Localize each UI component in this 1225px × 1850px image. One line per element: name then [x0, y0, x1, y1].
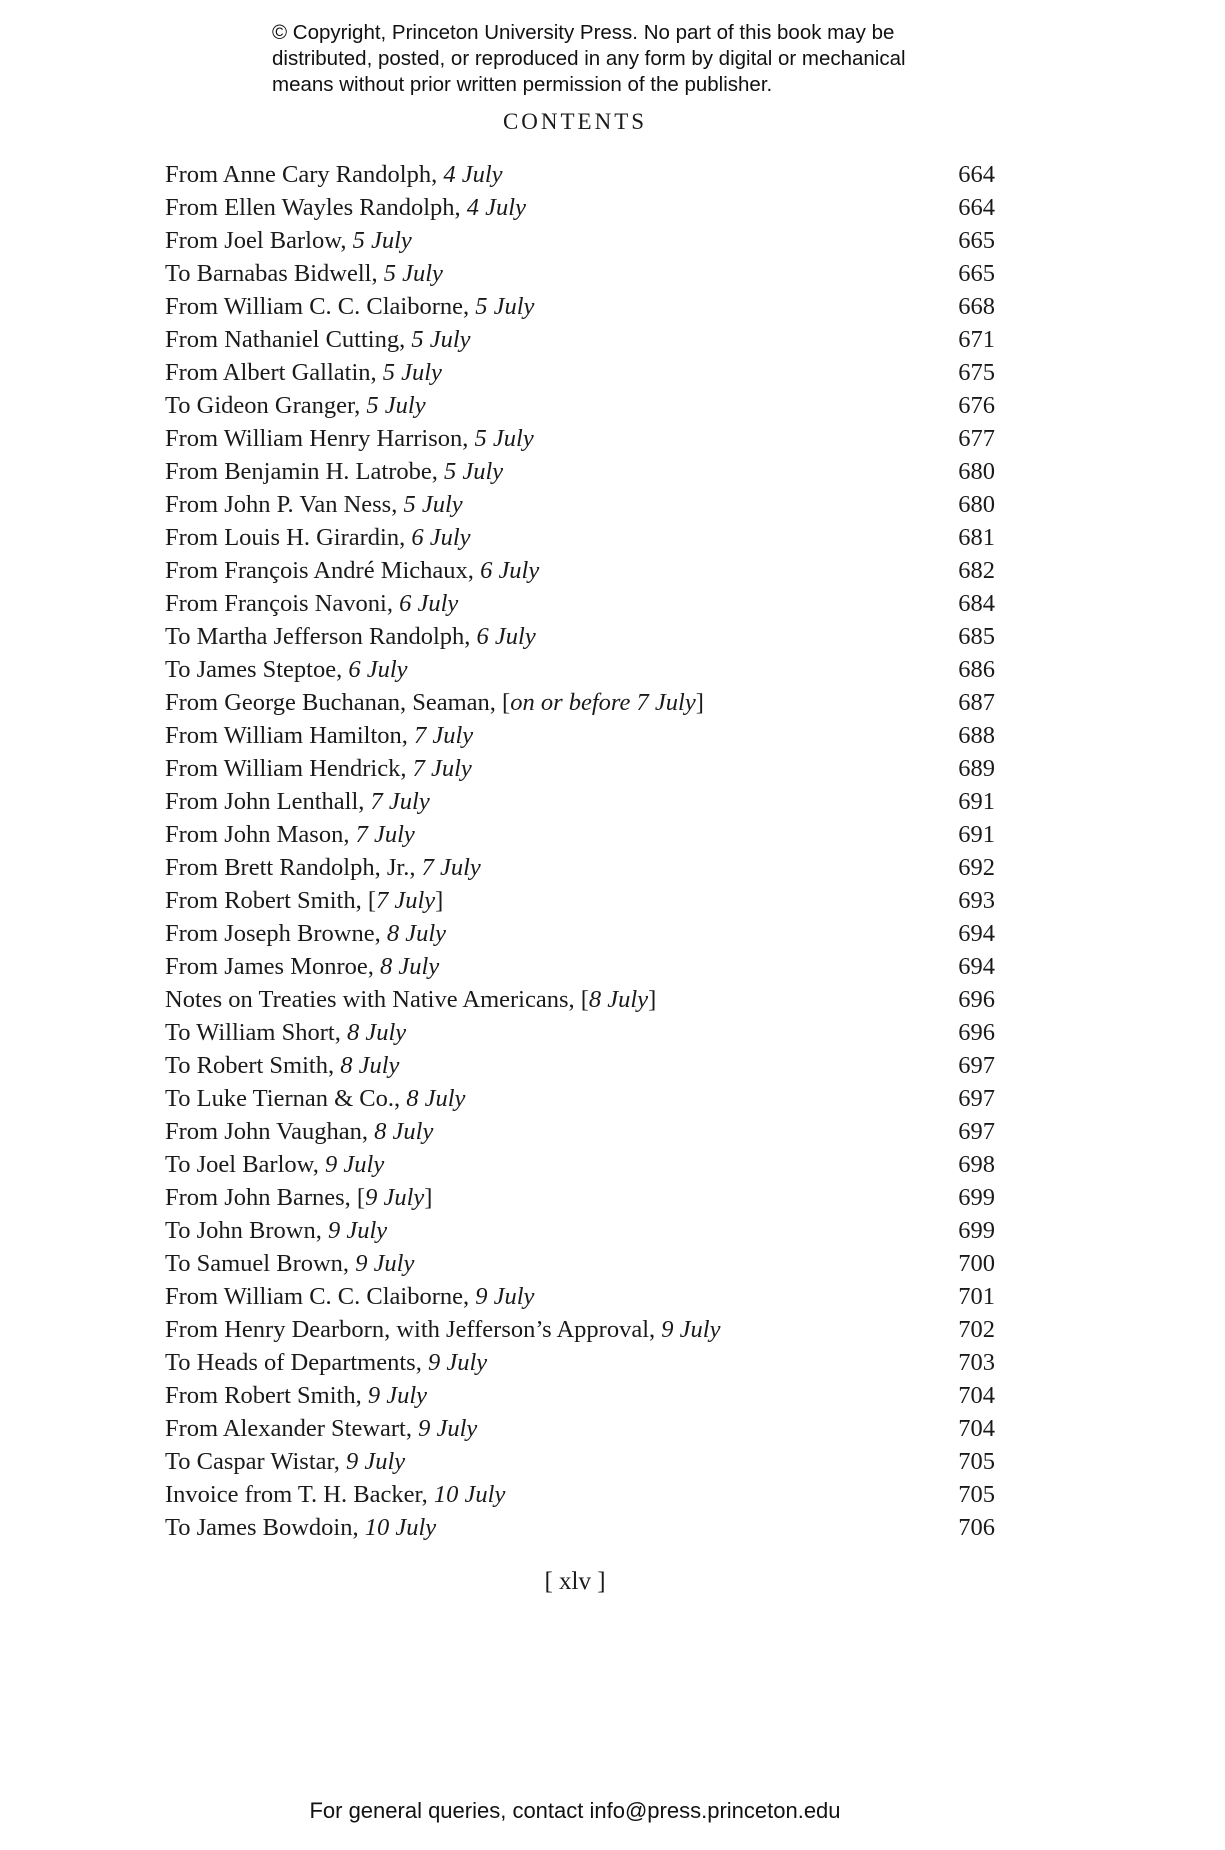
toc-entry-title: [165, 1214, 387, 1247]
toc-entry: [165, 1115, 995, 1148]
toc-entry-title: [165, 521, 471, 554]
toc-entry-title: [165, 1478, 505, 1511]
toc-entry: [165, 191, 995, 224]
toc-entry: [165, 1445, 995, 1478]
toc-entry: [165, 1379, 995, 1412]
toc-entry: [165, 455, 995, 488]
toc-entry-date: 5 July: [383, 260, 443, 287]
copyright-line: © Copyright, Princeton University Press. No part of this book may be: [272, 21, 895, 44]
toc-entry-text: From John Lenthall,: [165, 788, 371, 815]
toc-entry-page: 694: [958, 920, 995, 947]
toc-entry-page: 689: [958, 755, 995, 782]
toc-entry-suffix: ]: [695, 689, 704, 716]
toc-entry: [165, 983, 995, 1016]
toc-entry-title: [165, 719, 473, 752]
toc-entry-text: To Barnabas Bidwell,: [165, 260, 384, 287]
toc-entry-date: 5 July: [475, 293, 535, 320]
toc-entry-date: 5 July: [382, 359, 442, 386]
toc-entry: [165, 818, 995, 851]
toc-entry-page: 696: [958, 1019, 995, 1046]
toc-entry-text: From Robert Smith,: [165, 1382, 368, 1409]
toc-entry-title: [165, 389, 426, 422]
toc-entry-title: [165, 191, 526, 224]
toc-entry-date: 8 July: [406, 1085, 466, 1112]
toc-entry-date: 9 July: [418, 1415, 478, 1442]
toc-entry-date: 7 July: [414, 722, 474, 749]
toc-entry-date: 9 July: [327, 1217, 388, 1244]
toc-entry-text: From Anne Cary Randolph,: [165, 161, 444, 188]
toc-entry-page: 703: [958, 1349, 995, 1376]
toc-entry-text: From Joseph Browne,: [165, 920, 387, 947]
toc-entry-text: From Henry Dearborn, with Jefferson’s Approval,: [165, 1316, 662, 1343]
toc-entry: [165, 257, 995, 290]
toc-entry-text: To James Steptoe,: [165, 656, 349, 683]
toc-entry-title: [165, 587, 458, 620]
toc-entry-title: [165, 818, 415, 851]
toc-entry-page: 706: [958, 1514, 995, 1541]
toc-entry-date: 7 July: [370, 788, 430, 815]
toc-entry-text: From Joel Barlow,: [165, 227, 353, 254]
toc-entry-date: 6 July: [348, 656, 408, 683]
toc-entry-date: 5 July: [403, 491, 463, 518]
toc-entry-title: [165, 851, 481, 884]
toc-entry-title: [165, 1115, 433, 1148]
toc-entry-text: From William Hendrick,: [165, 755, 413, 782]
copyright-notice: [272, 20, 992, 98]
footer-contact: For general queries, contact info@press.princeton.edu: [309, 1798, 841, 1823]
toc-entry: [165, 1478, 995, 1511]
toc-entry-text: Invoice from T. H. Backer,: [165, 1481, 434, 1508]
toc-entry-date: 5 July: [366, 392, 426, 419]
toc-entry-page: 704: [958, 1382, 995, 1409]
toc-entry-suffix: ]: [648, 986, 657, 1013]
page-number: [ xlv ]: [544, 1568, 606, 1595]
toc-entry-date: 9 July: [345, 1448, 406, 1475]
toc-entry-page: 680: [958, 458, 995, 485]
toc-entry-page: 680: [958, 491, 995, 518]
toc-entry: [165, 917, 995, 950]
toc-entry-date: 5 July: [474, 425, 534, 452]
toc-entry-date: 7 July: [412, 755, 472, 782]
toc-entry-page: 702: [958, 1316, 995, 1343]
toc-entry-text: To Heads of Departments,: [165, 1349, 428, 1376]
toc-entry-text: From Brett Randolph, Jr.,: [165, 854, 422, 881]
toc-entry-text: To Joel Barlow,: [165, 1151, 326, 1178]
toc-entry: [165, 554, 995, 587]
toc-entry-title: [165, 653, 408, 686]
toc-entry-page: 665: [958, 227, 995, 254]
toc-entry-date: on or before 7 July: [510, 689, 696, 716]
toc-entry-page: 687: [958, 689, 995, 716]
toc-entry-page: 691: [958, 788, 995, 815]
toc-entry: [165, 752, 995, 785]
toc-entry: [165, 1181, 995, 1214]
toc-entry-page: 668: [958, 293, 995, 320]
toc-entry-page: 665: [958, 260, 995, 287]
toc-entry-title: [165, 290, 534, 323]
toc-entry: [165, 1082, 995, 1115]
toc-entry-text: From Ellen Wayles Randolph,: [165, 194, 467, 221]
toc-entry: [165, 785, 995, 818]
toc-entry-page: 664: [958, 194, 995, 221]
toc-entry-page: 684: [958, 590, 995, 617]
toc-entry-title: [165, 785, 430, 818]
toc-entry-title: [165, 686, 704, 719]
toc-entry-text: From François André Michaux,: [165, 557, 481, 584]
toc-entry-date: 9 July: [365, 1184, 425, 1211]
toc-entry-date: 4 July: [466, 194, 526, 221]
toc-entry-title: [165, 554, 539, 587]
toc-entry-page: 675: [958, 359, 995, 386]
toc-entry: [165, 1214, 995, 1247]
toc-entry: [165, 587, 995, 620]
toc-entry-page: 681: [958, 524, 995, 551]
toc-entry-page: 705: [958, 1448, 995, 1475]
toc-entry-text: From Nathaniel Cutting,: [165, 326, 412, 353]
toc-entry-date: 6 July: [480, 557, 540, 584]
toc-entry-text: To Gideon Granger,: [165, 392, 367, 419]
toc-entry-date: 6 July: [476, 623, 536, 650]
toc-entry-text: To Martha Jefferson Randolph,: [165, 623, 477, 650]
toc-entry-text: From Louis H. Girardin,: [165, 524, 412, 551]
toc-entry: [165, 356, 995, 389]
toc-entry: [165, 950, 995, 983]
toc-entry: [165, 620, 995, 653]
toc-entry-date: 8 July: [346, 1019, 407, 1046]
toc-entry-page: 701: [958, 1283, 995, 1310]
toc-entry: [165, 290, 995, 323]
toc-entry-page: 705: [958, 1481, 995, 1508]
toc-entry-date: 5 July: [443, 458, 504, 485]
toc-entry-title: [165, 620, 536, 653]
toc-entry-page: 704: [958, 1415, 995, 1442]
toc-entry-page: 671: [958, 326, 995, 353]
toc-entry-date: 5 July: [411, 326, 471, 353]
toc-entry-text: Notes on Treaties with Native Americans, [: [165, 986, 589, 1013]
toc-entry-title: [165, 488, 463, 521]
toc-entry-text: From William Hamilton,: [165, 722, 414, 749]
toc-entry-title: [165, 1049, 399, 1082]
toc-entry-date: 9 July: [475, 1283, 535, 1310]
toc-entry-text: From John P. Van Ness,: [165, 491, 404, 518]
toc-entry: [165, 686, 995, 719]
toc-entry: [165, 1016, 995, 1049]
toc-entry-title: [165, 1412, 477, 1445]
toc-entry-text: From William C. C. Claiborne,: [165, 293, 476, 320]
toc-entry-title: [165, 1181, 432, 1214]
toc-entry-page: 700: [958, 1250, 995, 1277]
toc-entry-title: [165, 224, 412, 257]
toc-entry-date: 9 July: [355, 1250, 415, 1277]
toc-entry-text: From George Buchanan, Seaman, [: [165, 689, 511, 716]
toc-entry-date: 10 July: [364, 1514, 437, 1541]
toc-entry-page: 697: [958, 1052, 995, 1079]
toc-entry: [165, 719, 995, 752]
toc-entry-title: [165, 1082, 465, 1115]
toc-entry-title: [165, 323, 471, 356]
toc-entry-date: 5 July: [352, 227, 412, 254]
toc-entry-text: From William C. C. Claiborne,: [165, 1283, 476, 1310]
toc-entry-page: 694: [958, 953, 995, 980]
copyright-line: means without prior written permission of the publisher.: [272, 73, 773, 96]
toc-entry: [165, 1346, 995, 1379]
toc-entry-title: [165, 1247, 414, 1280]
toc-entry-date: 8 July: [380, 953, 440, 980]
toc-entry-text: From John Vaughan,: [165, 1118, 375, 1145]
toc-entry-date: 8 July: [386, 920, 447, 947]
toc-entry-text: From Robert Smith, [: [165, 887, 376, 914]
toc-entry-title: [165, 158, 503, 191]
toc-entry: [165, 1511, 995, 1544]
copyright-line: distributed, posted, or reproduced in any form by digital or mechanical: [272, 47, 906, 70]
toc-entry-title: [165, 950, 439, 983]
toc-entry-date: 7 July: [375, 887, 436, 914]
toc-entry-text: From François Navoni,: [165, 590, 400, 617]
toc-entry: [165, 1247, 995, 1280]
toc-entry-page: 699: [958, 1217, 995, 1244]
toc-entry-date: 9 July: [427, 1349, 488, 1376]
toc-entry-page: 688: [958, 722, 995, 749]
toc-entry-text: From Albert Gallatin,: [165, 359, 383, 386]
toc-entry-date: 8 July: [340, 1052, 400, 1079]
toc-entry: [165, 158, 995, 191]
toc-entry-text: From John Barnes, [: [165, 1184, 366, 1211]
toc-entry-page: 664: [958, 161, 995, 188]
toc-entry-title: [165, 1379, 427, 1412]
toc-entry-text: To John Brown,: [165, 1217, 328, 1244]
toc-entry-date: 9 July: [325, 1151, 385, 1178]
toc-entry-page: 696: [958, 986, 995, 1013]
toc-entry-text: To William Short,: [165, 1019, 347, 1046]
toc-entry-page: 698: [958, 1151, 995, 1178]
toc-entry-page: 676: [958, 392, 995, 419]
toc-entry-date: 7 July: [421, 854, 481, 881]
toc-entry-title: [165, 1016, 406, 1049]
toc-entry: [165, 1280, 995, 1313]
toc-entry-text: To James Bowdoin,: [165, 1514, 365, 1541]
toc-entry-page: 693: [958, 887, 995, 914]
toc-entry-title: [165, 1511, 436, 1544]
toc-entry-date: 6 July: [411, 524, 471, 551]
toc-entry-title: [165, 917, 446, 950]
toc-entry-title: [165, 884, 443, 917]
toc-entry-page: 682: [958, 557, 995, 584]
toc-entry: [165, 422, 995, 455]
toc-entry: [165, 653, 995, 686]
toc-entry-text: From William Henry Harrison,: [165, 425, 475, 452]
toc-entry-page: 692: [958, 854, 995, 881]
toc-entry-text: From John Mason,: [165, 821, 356, 848]
toc-entry-title: [165, 983, 656, 1016]
toc-entry-page: 691: [958, 821, 995, 848]
toc-entry-title: [165, 356, 442, 389]
toc-entry-title: [165, 1445, 405, 1478]
toc-entry-title: [165, 422, 534, 455]
toc-entry-page: 699: [958, 1184, 995, 1211]
toc-entry-text: From Benjamin H. Latrobe,: [165, 458, 444, 485]
toc-entry-date: 10 July: [433, 1481, 506, 1508]
toc-entry: [165, 224, 995, 257]
toc-entry-date: 9 July: [367, 1382, 428, 1409]
toc-entry-page: 697: [958, 1118, 995, 1145]
toc-entry-page: 677: [958, 425, 995, 452]
toc-entry-title: [165, 455, 503, 488]
toc-entry-page: 697: [958, 1085, 995, 1112]
toc-entry-title: [165, 257, 443, 290]
toc-entry-date: 4 July: [443, 161, 503, 188]
toc-entry: [165, 1049, 995, 1082]
toc-entry-text: From James Monroe,: [165, 953, 381, 980]
page-title: CONTENTS: [502, 109, 648, 134]
toc-entry-text: To Luke Tiernan & Co.,: [165, 1085, 407, 1112]
toc-entry: [165, 323, 995, 356]
toc-entry-date: 6 July: [399, 590, 459, 617]
toc-entry-date: 8 July: [374, 1118, 434, 1145]
table-of-contents: [165, 158, 995, 1544]
toc-entry-suffix: ]: [435, 887, 444, 914]
toc-entry-title: [165, 1346, 487, 1379]
toc-entry: [165, 851, 995, 884]
toc-entry-text: To Robert Smith,: [165, 1052, 341, 1079]
toc-entry-title: [165, 1148, 384, 1181]
toc-entry-suffix: ]: [424, 1184, 433, 1211]
toc-entry-date: 8 July: [588, 986, 649, 1013]
toc-entry-page: 686: [958, 656, 995, 683]
toc-entry-text: To Caspar Wistar,: [165, 1448, 346, 1475]
toc-entry-text: From Alexander Stewart,: [165, 1415, 419, 1442]
toc-entry: [165, 521, 995, 554]
toc-entry: [165, 1313, 995, 1346]
toc-entry-title: [165, 1280, 534, 1313]
toc-entry-title: [165, 752, 472, 785]
toc-entry-date: 9 July: [661, 1316, 721, 1343]
toc-entry-title: [165, 1313, 720, 1346]
toc-entry-page: 685: [958, 623, 995, 650]
toc-entry: [165, 1148, 995, 1181]
toc-entry-date: 7 July: [355, 821, 415, 848]
toc-entry: [165, 488, 995, 521]
toc-entry: [165, 1412, 995, 1445]
toc-entry: [165, 884, 995, 917]
toc-entry-text: To Samuel Brown,: [165, 1250, 356, 1277]
toc-entry: [165, 389, 995, 422]
